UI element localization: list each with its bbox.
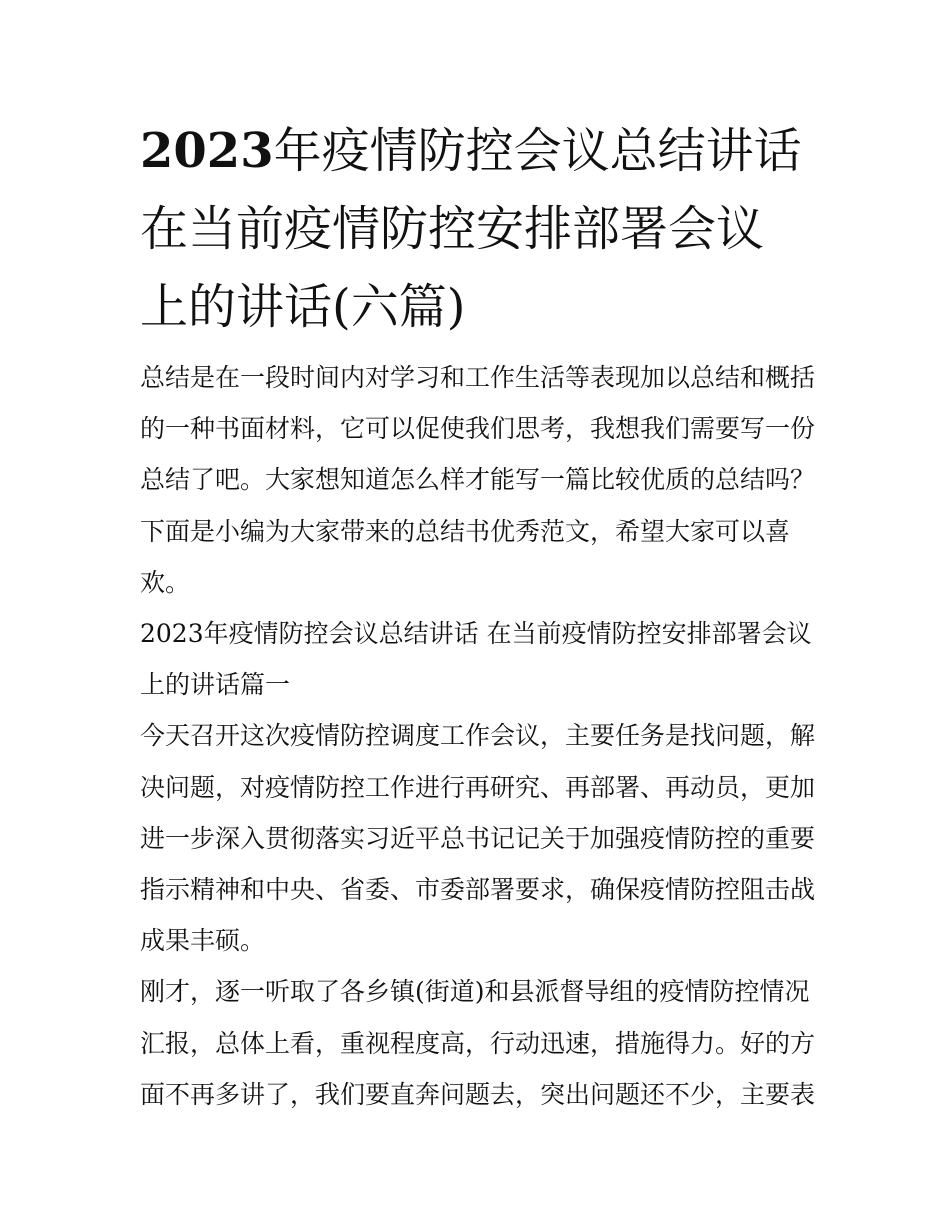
title-year: 2023 (140, 123, 274, 179)
document-body (140, 352, 820, 1120)
body-paragraph-2: 刚才，逐一听取了各乡镇(街道)和县派督导组的疫情防控情况 汇报，总体上看，重视程度高，行动迅速，措施得力。好的方 面不再多讲了，我们要直奔问题去，突出问题还不少，主要表 (140, 977, 816, 1109)
intro-paragraph: 总结是在一段时间内对学习和工作生活等表现加以总结和概括 的一种书面材料，它可以促使我们思考，我想我们需要写一份 总结了吧。大家想知道怎么样才能写一篇比较优质的总结吗？ 下面是小编为大家带来的总结书优秀范文，希望大家可以喜 欢。 (140, 363, 816, 597)
document-title (140, 112, 820, 346)
title-line-1-rest: 年疫情防控会议总结讲话 (273, 123, 802, 179)
title-line-3: 上的讲话(六篇) (140, 279, 466, 335)
body-paragraph-1: 今天召开这次疫情防控调度工作会议，主要任务是找问题，解 决问题，对疫情防控工作进行再研究、再部署、再动员，更加 进一步深入贯彻落实习近平总书记记关于加强疫情防控的重要 指示精神和中央、省委、市委部署要求，确保疫情防控阻击战 成果丰硕。 (140, 721, 816, 956)
title-line-2: 在当前疫情防控安排部署会议 (140, 201, 765, 257)
title-line-1 (140, 123, 802, 179)
section-heading: 2023年疫情防控会议总结讲话 在当前疫情防控安排部署会议 上的讲话篇一 (140, 619, 812, 700)
